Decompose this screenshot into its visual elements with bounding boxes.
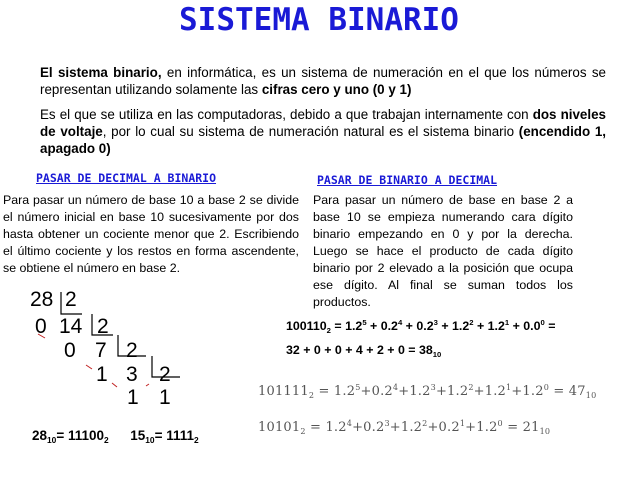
dividend-28: 28: [30, 288, 54, 311]
result1-num: 28: [32, 428, 48, 443]
eq3-f: +1.2: [511, 384, 544, 399]
intro2-text-1: Es el que se utiliza en las computadoras, debido a que trabajan internamente con: [40, 107, 533, 122]
eq3-e2: 2: [468, 383, 474, 392]
eq3-res-sub: 10: [585, 391, 597, 400]
eq3-b: +0.2: [360, 384, 393, 399]
equation-sum: [286, 343, 441, 359]
eq4-a: = 1.2: [305, 420, 347, 435]
intro-text: en informática, es un sistema de numeración en el que los números se representan utilizando solamente las: [40, 65, 606, 97]
eq1-e2: 2: [469, 318, 474, 327]
result1-base: 10: [47, 435, 57, 445]
eq1-e: + 1.2: [473, 319, 505, 333]
eq1-d: + 1.2: [437, 319, 470, 333]
quotient-3: 3: [126, 363, 138, 386]
remainder-1a: 1: [96, 363, 108, 386]
divisor-2c: 2: [126, 339, 138, 362]
eq4-e3: 3: [384, 419, 390, 428]
result2-base: 10: [145, 435, 155, 445]
result2-sub: 2: [194, 435, 199, 445]
intro2-bold-2: (encendido 1, apagado 0): [40, 124, 607, 156]
intro-bold-lead: El sistema binario,: [40, 65, 162, 80]
eq1-g: =: [544, 319, 556, 333]
eq3-d: +1.2: [435, 384, 469, 399]
remainder-arrow-4: [146, 384, 149, 386]
eq4-d: +0.2: [427, 420, 460, 435]
eq1-e3: 3: [433, 318, 438, 327]
eq3-e1: 1: [506, 383, 512, 392]
eq4-e0: 0: [497, 419, 503, 428]
eq1-f: + 0.0: [509, 319, 541, 333]
eq3-e3: 3: [430, 383, 436, 392]
quotient-1: 1: [159, 386, 171, 409]
equation-100110: [286, 318, 555, 335]
eq1-e4: 4: [397, 318, 403, 327]
eq2-text: 32 + 0 + 0 + 4 + 2 + 0 = 38: [286, 343, 433, 357]
eq2-sub: 10: [432, 350, 442, 359]
eq4-e1: 1: [459, 419, 466, 428]
eq4-num: 10101: [258, 420, 301, 435]
remainder-0a: 0: [35, 315, 47, 338]
eq1-e0: 0: [540, 318, 545, 327]
binary-to-decimal-text: Para pasar un número de base en base 2 a base 10 se empieza numerando cara dígito binario empezando en 0 y por la derecha. Luego se hace el producto de cada dígito binario por 2 elevado a la posición que ocupa ese dígito. Al final se suman todos los productos.: [313, 193, 573, 309]
eq3-num: 101111: [258, 384, 309, 399]
eq4-b: +0.2: [352, 420, 385, 435]
remainder-arrow-3: [112, 383, 117, 387]
intro2-text-2: , por lo cual su sistema de numeración natural es el sistema binario: [102, 124, 519, 139]
decimal-to-binary-text: Para pasar un número de base 10 a base 2 se divide el número inicial en base 10 sucesivamente por dos hasta obtener un cociente menor que 2. Escribiendo el último cociente y los restos en forma ascendente, se obtiene el número en base 2.: [3, 193, 299, 275]
quotient-7: 7: [95, 339, 107, 362]
quotient-14: 14: [59, 315, 83, 338]
intro-paragraph-1: [40, 64, 606, 98]
conversion-results: [32, 428, 199, 445]
divisor-2b: 2: [97, 315, 109, 338]
eq1-c: + 0.2: [402, 319, 434, 333]
eq4-e: +1.2: [465, 420, 498, 435]
eq3-c: +1.2: [398, 384, 431, 399]
result2-eq: = 1111: [154, 428, 194, 443]
remainder-arrow-2: [86, 365, 92, 369]
divisor-2a: 2: [65, 288, 77, 311]
intro-bold-tail: cifras cero y uno (0 y 1): [261, 82, 412, 97]
eq3-a: = 1.2: [314, 384, 356, 399]
eq4-g: = 21: [502, 420, 540, 435]
result1-sub: 2: [104, 435, 109, 445]
remainder-1b: 1: [127, 386, 139, 409]
eq4-c: +1.2: [389, 420, 423, 435]
eq3-g: = 47: [549, 384, 586, 399]
eq4-res-sub: 10: [539, 427, 551, 436]
eq1-e5: 5: [362, 318, 367, 327]
eq1-b: + 0.2: [366, 319, 398, 333]
eq1-num: 100110: [286, 319, 327, 333]
divisor-2d: 2: [159, 363, 171, 386]
result2-num: 15: [130, 428, 146, 443]
decimal-to-binary-title: PASAR DE DECIMAL A BINARIO: [36, 171, 217, 185]
eq3-e4: 4: [392, 383, 399, 392]
binary-to-decimal-title: PASAR DE BINARIO A DECIMAL: [317, 173, 498, 187]
remainder-0b: 0: [64, 339, 76, 362]
intro2-bold-1: dos niveles de voltaje: [40, 107, 606, 139]
eq1-e1: 1: [504, 318, 510, 327]
eq3-sub: 2: [308, 391, 315, 400]
equation-101111: [258, 383, 596, 400]
eq1-sub: 2: [326, 326, 331, 335]
page-title: SISTEMA BINARIO: [179, 2, 459, 38]
eq4-sub: 2: [300, 427, 306, 436]
eq4-e4: 4: [346, 419, 353, 428]
result1-eq: = 11100: [56, 428, 105, 443]
eq3-e5: 5: [355, 383, 361, 392]
eq1-a: = 1.2: [330, 319, 363, 333]
eq3-e: +1.2: [473, 384, 507, 399]
equation-10101: [258, 419, 550, 436]
eq3-e0: 0: [543, 383, 550, 392]
intro-paragraph-2: [40, 106, 606, 157]
eq4-e2: 2: [422, 419, 428, 428]
